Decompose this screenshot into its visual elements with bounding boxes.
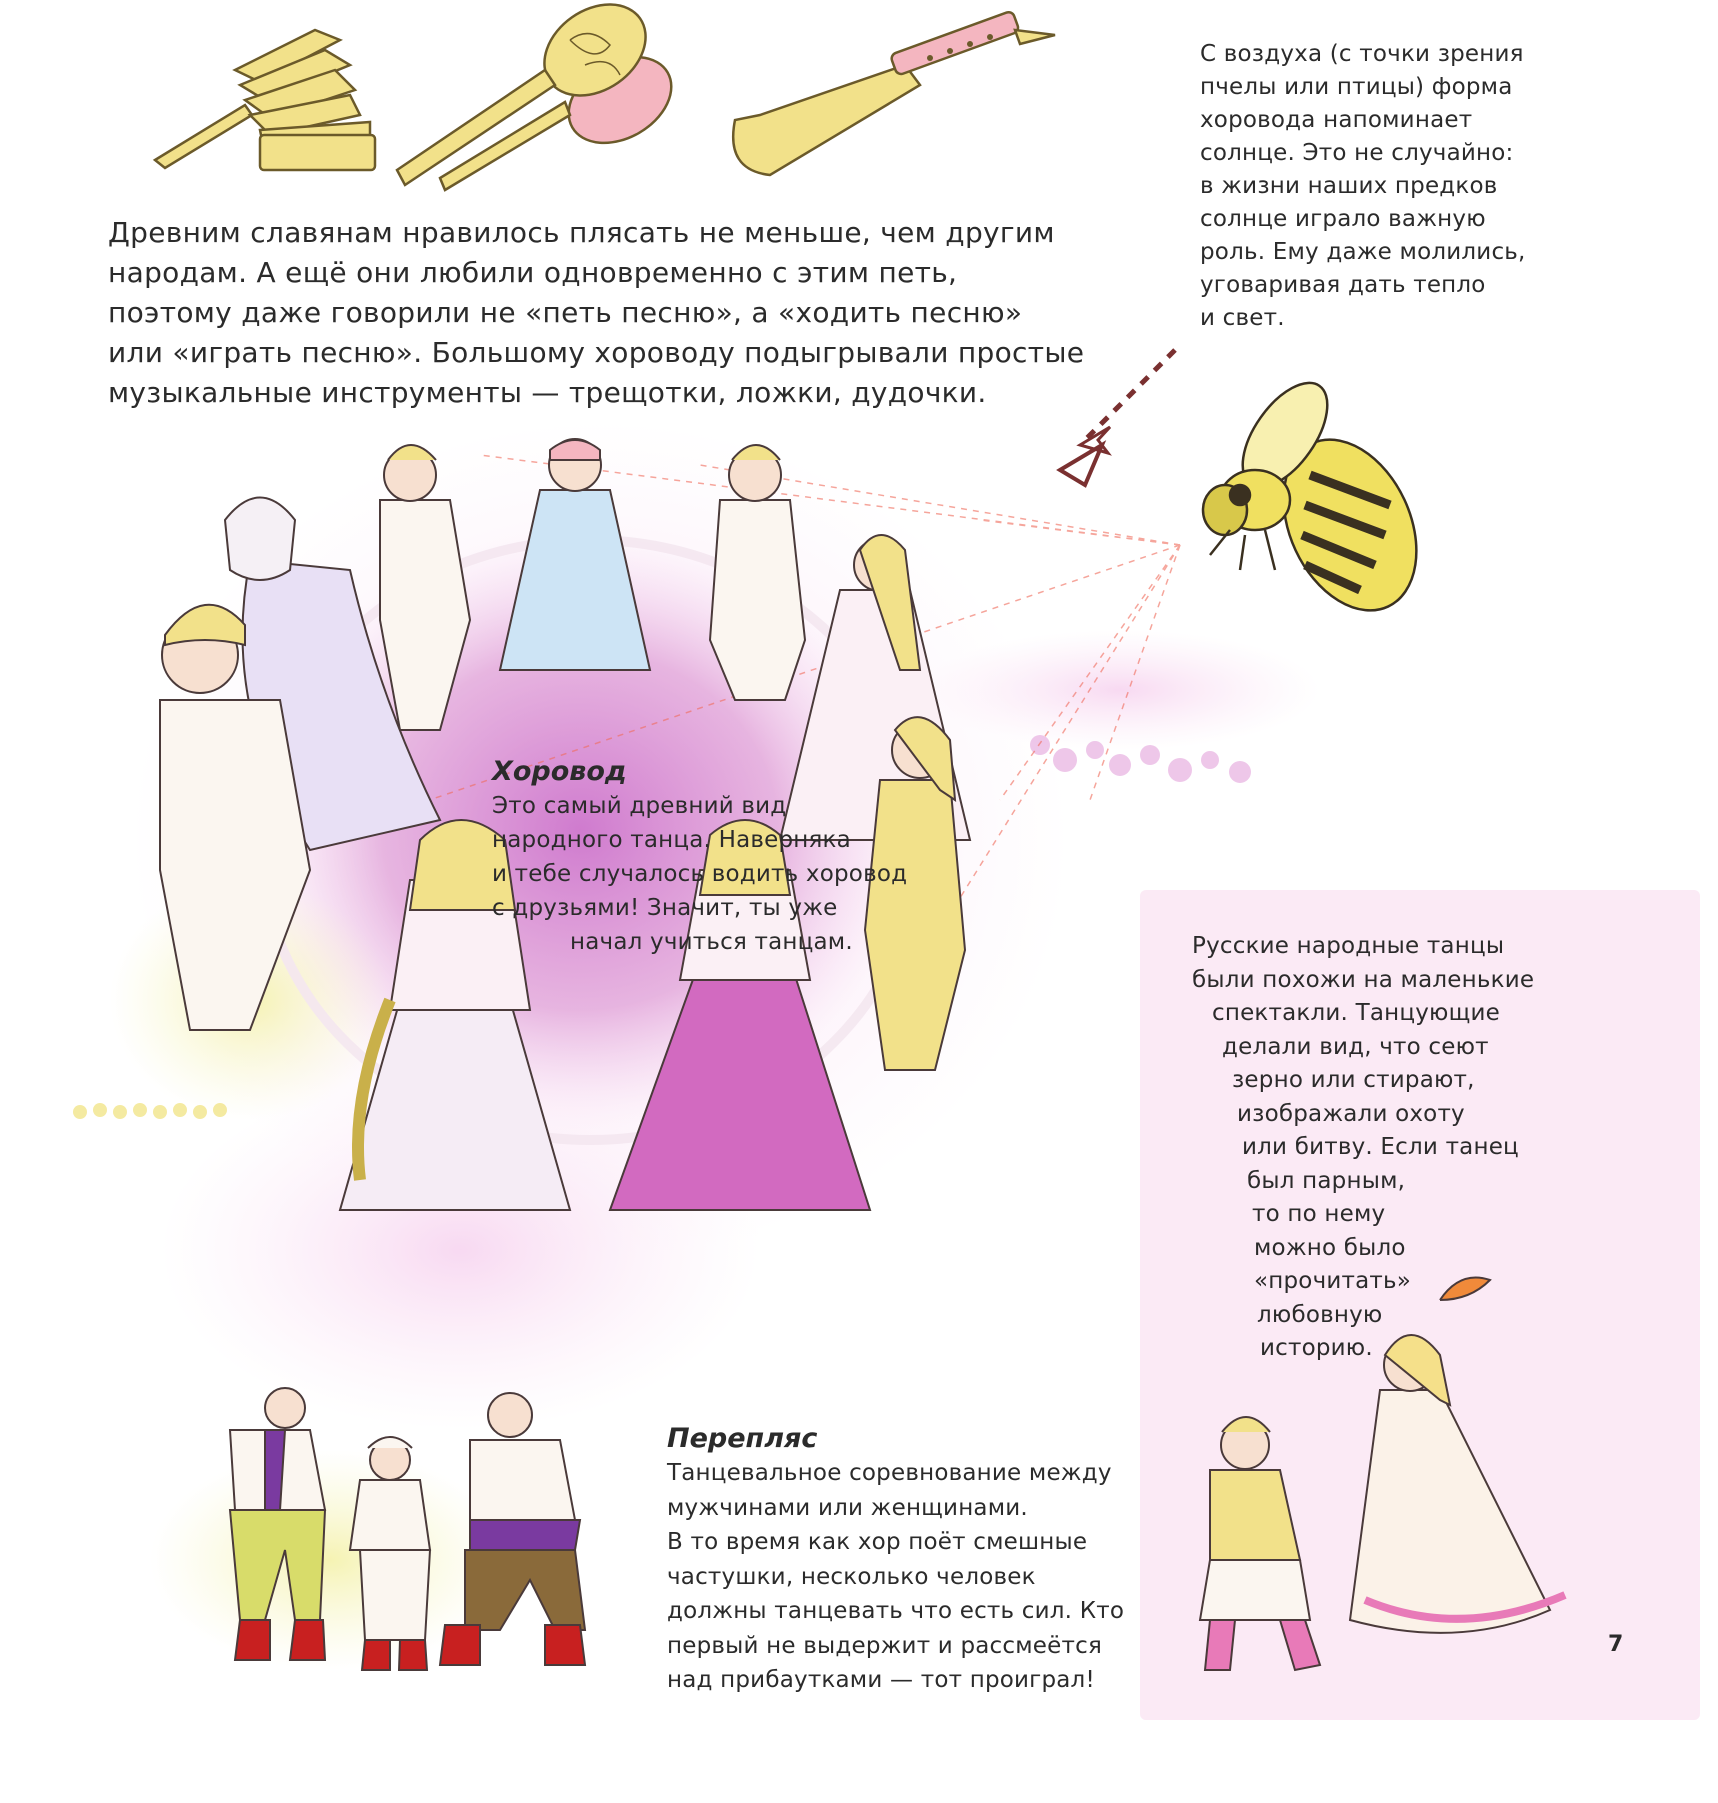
- khorovod-line: и тебе случалось водить хоровод: [492, 861, 908, 887]
- folk-dances-line: то по нему: [1252, 1201, 1386, 1227]
- intro-line: музыкальные инструменты — трещотки, ложки, дудочки.: [108, 376, 987, 409]
- sidebar-note-line: уговаривая дать тепло: [1200, 272, 1486, 298]
- pereplyas-line: над прибаутками — тот проиграл!: [667, 1667, 1095, 1693]
- pereplyas-line: В то время как хор поёт смешные: [667, 1529, 1088, 1555]
- khorovod-line: с друзьями! Значит, ты уже: [492, 895, 838, 921]
- folk-dances-line: «прочитать»: [1254, 1268, 1412, 1294]
- page-number: 7: [1608, 1632, 1624, 1657]
- sidebar-note-line: С воздуха (с точки зрения: [1200, 41, 1524, 67]
- folk-dances-line: любовную: [1257, 1301, 1383, 1328]
- folk-dances-line: или битву. Если танец: [1242, 1134, 1519, 1160]
- sidebar-note-line: и свет.: [1200, 305, 1285, 331]
- folk-dances-line: изображали охоту: [1237, 1100, 1465, 1127]
- sidebar-note-line: пчелы или птицы) форма: [1200, 74, 1513, 100]
- sidebar-note-line: роль. Ему даже молились,: [1200, 239, 1526, 265]
- khorovod-line: начал учиться танцам.: [570, 929, 853, 955]
- sidebar-note-line: солнце. Это не случайно:: [1200, 140, 1514, 166]
- folk-dances-line: был парным,: [1247, 1167, 1406, 1194]
- folk-dances-line: спектакли. Танцующие: [1212, 1000, 1500, 1026]
- folk-dances-line: делали вид, что сеют: [1222, 1033, 1489, 1060]
- bee-illustration: [1190, 385, 1440, 635]
- dashed-arrow-icon: [1040, 345, 1200, 505]
- khorovod-block: [492, 755, 908, 959]
- folk-dances-line: были похожи на маленькие: [1192, 966, 1535, 993]
- pereplyas-line: Танцевальное соревнование между: [667, 1460, 1112, 1486]
- pipe-illustration: [720, 30, 1060, 200]
- pereplyas-block: [667, 1422, 1127, 1698]
- sidebar-note: [1200, 38, 1540, 335]
- pereplyas-line: мужчинами или женщинами.: [667, 1494, 1028, 1521]
- pereplyas-heading: Перепляс: [667, 1423, 818, 1454]
- folk-dances-line: зерно или стирают,: [1232, 1067, 1475, 1093]
- intro-paragraph: [108, 213, 1085, 413]
- sidebar-note-line: солнце играло важную: [1200, 206, 1486, 232]
- folk-dances-line: можно было: [1254, 1234, 1406, 1261]
- khorovod-heading: Хоровод: [492, 756, 627, 787]
- pereplyas-line: частушки, несколько человек: [667, 1563, 1036, 1590]
- spoons-illustration: [385, 0, 685, 200]
- pereplyas-dancers-illustration: [210, 1390, 630, 1690]
- khorovod-line: Это самый древний вид: [492, 793, 787, 819]
- intro-line: или «играть песню». Большому хороводу подыгрывали простые: [108, 336, 1085, 369]
- folk-dances-line: историю.: [1260, 1335, 1373, 1361]
- khorovod-line: народного танца. Наверняка: [492, 827, 851, 853]
- rattle-illustration: [140, 10, 380, 180]
- intro-line: Древним славянам нравилось плясать не меньше, чем другим: [108, 216, 1055, 249]
- sidebar-note-line: хоровода напоминает: [1200, 107, 1473, 133]
- folk-dances-line: Русские народные танцы: [1192, 933, 1505, 959]
- pereplyas-line: первый не выдержит и рассмеётся: [667, 1632, 1102, 1659]
- intro-line: поэтому даже говорили не «петь песню», а «ходить песню»: [108, 296, 1023, 329]
- pereplyas-line: должны танцевать что есть сил. Кто: [667, 1598, 1125, 1624]
- sidebar-note-line: в жизни наших предков: [1200, 173, 1498, 199]
- pair-dance-illustration: [1150, 1260, 1570, 1680]
- intro-line: народам. А ещё они любили одновременно с этим петь,: [108, 256, 958, 289]
